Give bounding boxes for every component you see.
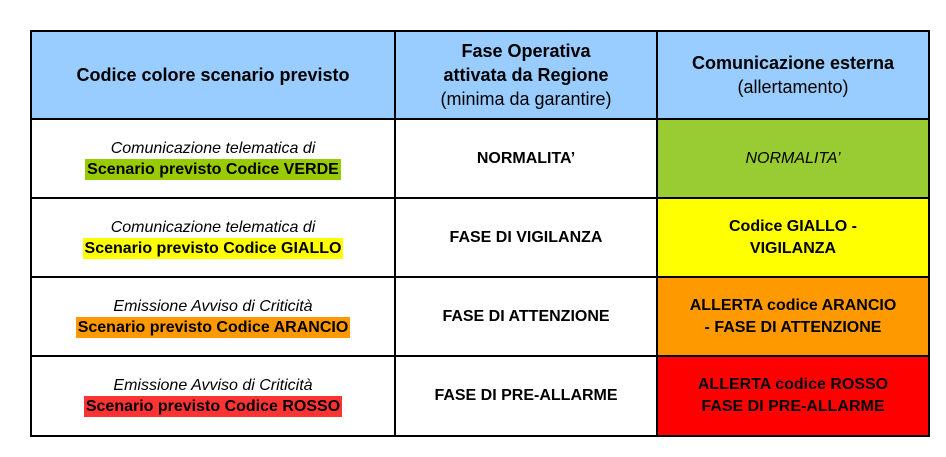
notice-text: Emissione Avviso di Criticità: [113, 377, 313, 394]
phase-cell: [395, 198, 657, 277]
communication-line: FASE DI PRE-ALLARME: [701, 398, 885, 415]
communication-line: ALLERTA codice ROSSO: [697, 376, 889, 393]
header-external-communication-line1: Comunicazione esterna: [691, 53, 895, 73]
communication-cell: [657, 119, 929, 198]
header-scenario-color-label: Codice colore scenario previsto: [76, 65, 350, 85]
communication-cell: [657, 277, 929, 356]
communication-line: Codice GIALLO -: [729, 217, 857, 235]
table-row-verde: [31, 119, 929, 198]
scenario-label: Scenario previsto Codice GIALLO: [84, 239, 342, 257]
communication-line: NORMALITA’: [745, 149, 841, 167]
scenario-label: Scenario previsto Codice ROSSO: [85, 398, 341, 415]
header-operative-phase: [395, 31, 657, 119]
phase-label: FASE DI PRE-ALLARME: [434, 387, 618, 404]
header-operative-phase-sub: (minima da garantire): [440, 89, 612, 109]
header-scenario-color: [31, 31, 395, 119]
notice-text: Emissione Avviso di Criticità: [113, 297, 313, 315]
header-operative-phase-line1: Fase Operativa: [461, 41, 591, 61]
phase-label: FASE DI VIGILANZA: [449, 228, 603, 246]
scenario-label: Scenario previsto Codice VERDE: [87, 160, 339, 178]
phase-label: FASE DI ATTENZIONE: [442, 307, 610, 325]
notice-text: Comunicazione telematica di: [110, 218, 316, 236]
scenario-cell: [31, 356, 395, 436]
scenario-cell: [31, 119, 395, 198]
scenario-cell: [31, 277, 395, 356]
communication-cell: [657, 356, 929, 436]
alert-table: [30, 30, 930, 437]
header-external-communication-sub: (allertamento): [737, 77, 849, 97]
header-operative-phase-line2: attivata da Regione: [443, 65, 609, 85]
phase-cell: [395, 119, 657, 198]
phase-cell: [395, 356, 657, 436]
phase-label: NORMALITA’: [476, 149, 576, 167]
table-row-arancio: [31, 277, 929, 356]
table-row-giallo: [31, 198, 929, 277]
header-row: [31, 31, 929, 119]
scenario-label: Scenario previsto Codice ARANCIO: [77, 318, 349, 336]
header-external-communication: [657, 31, 929, 119]
notice-text: Comunicazione telematica di: [110, 139, 316, 157]
communication-line: VIGILANZA: [749, 239, 837, 257]
table-row-rosso: [31, 356, 929, 436]
phase-cell: [395, 277, 657, 356]
communication-line: ALLERTA codice ARANCIO: [689, 296, 897, 314]
scenario-cell: [31, 198, 395, 277]
communication-line: - FASE DI ATTENZIONE: [704, 318, 882, 336]
communication-cell: [657, 198, 929, 277]
